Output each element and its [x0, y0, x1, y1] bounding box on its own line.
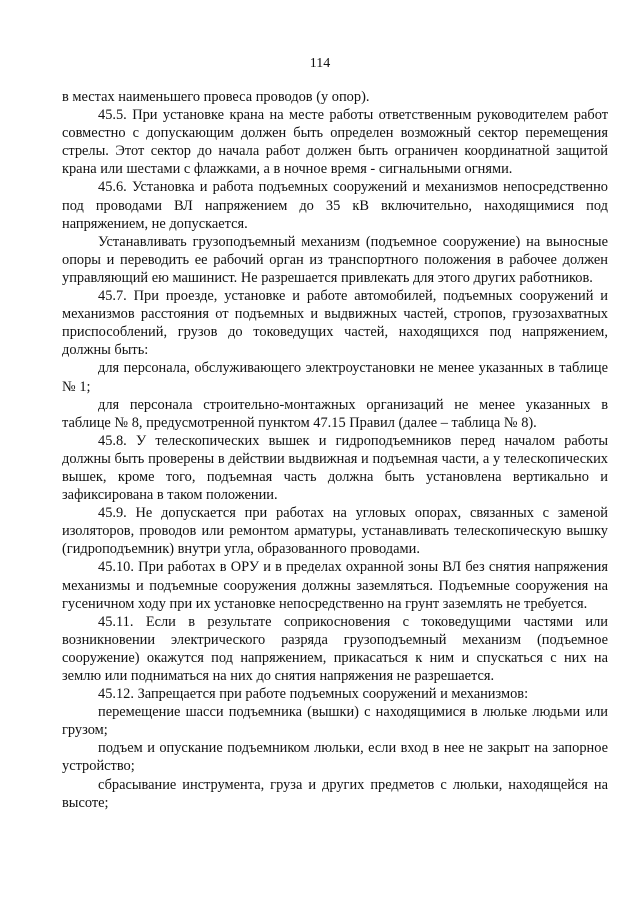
paragraph-45-7: 45.7. При проезде, установке и работе автомобилей, подъемных сооружений и механизмов расстояния от подъемных и выдвижных частей, стропов, грузозахватных приспособлений, грузов до токоведущих частей, находящихся под напряжением, должны быть:	[62, 288, 608, 359]
paragraph-45-12-item-3: сбрасывание инструмента, груза и других предметов с люльки, находящейся на высоте;	[62, 776, 608, 811]
paragraph-45-5: 45.5. При установке крана на месте работы ответственным руководителем работ совместно с допускающим должен быть определен возможный сектор перемещения стрелы. Этот сектор до начала работ должен быть ограничен координатной защитой крана или шестами с флажками, а в ночное время - сигнальными огнями.	[62, 107, 608, 178]
paragraph-45-12-item-2: подъем и опускание подъемником люльки, если вход в нее не закрыт на запорное устройство;	[62, 740, 608, 775]
paragraph-45-9: 45.9. Не допускается при работах на угловых опорах, связанных с заменой изоляторов, проводов или ремонтом арматуры, устанавливать телескопическую вышку (гидроподъемник) внутри угла, образованного проводами.	[62, 505, 608, 558]
page-number: 114	[309, 56, 331, 71]
document-body	[62, 88, 608, 812]
paragraph-45-6: 45.6. Установка и работа подъемных сооружений и механизмов непосредственно под проводами ВЛ напряжением до 35 кВ включительно, находящимися под напряжением, не допускается.	[62, 179, 608, 232]
paragraph-45-8: 45.8. У телескопических вышек и гидроподъемников перед началом работы должны быть проверены в действии выдвижная и подъемная части, а у телескопических вышек, кроме того, подъемная часть должна быть установлена вертикально и зафиксирована в таком положении.	[62, 432, 608, 504]
paragraph-45-12-item-1: перемещение шасси подъемника (вышки) с находящимися в люльке людьми или грузом;	[62, 704, 608, 739]
paragraph-45-11: 45.11. Если в результате соприкосновения с токоведущими частями или возникновении электрического разряда грузоподъемный механизм (подъемное сооружение) окажутся под напряжением, прикасаться к ним и спускаться с них на землю или подниматься на них до снятия напряжения не разрешается.	[62, 613, 608, 684]
paragraph-45-6-outriggers: Устанавливать грузоподъемный механизм (подъемное сооружение) на выносные опоры и переводить ее рабочий орган из транспортного положения в рабочее должен управляющий ею машинист. Не разрешается привлекать для этого других работников.	[62, 233, 608, 286]
paragraph-45-7-item-2: для персонала строительно-монтажных организаций не менее указанных в таблице № 8, предусмотренной пунктом 47.15 Правил (далее – таблица № 8).	[62, 396, 608, 431]
paragraph-45-7-item-1: для персонала, обслуживающего электроустановки не менее указанных в таблице № 1;	[62, 360, 608, 395]
paragraph-45-10: 45.10. При работах в ОРУ и в пределах охранной зоны ВЛ без снятия напряжения механизмы и подъемные сооружения должны заземляться. Подъемные сооружения на гусеничном ходу при их установке непосредственно на грунт заземлять не требуется.	[62, 559, 608, 612]
paragraph-continuation: в местах наименьшего провеса проводов (у опор).	[62, 89, 370, 105]
paragraph-45-12: 45.12. Запрещается при работе подъемных сооружений и механизмов:	[98, 686, 529, 703]
